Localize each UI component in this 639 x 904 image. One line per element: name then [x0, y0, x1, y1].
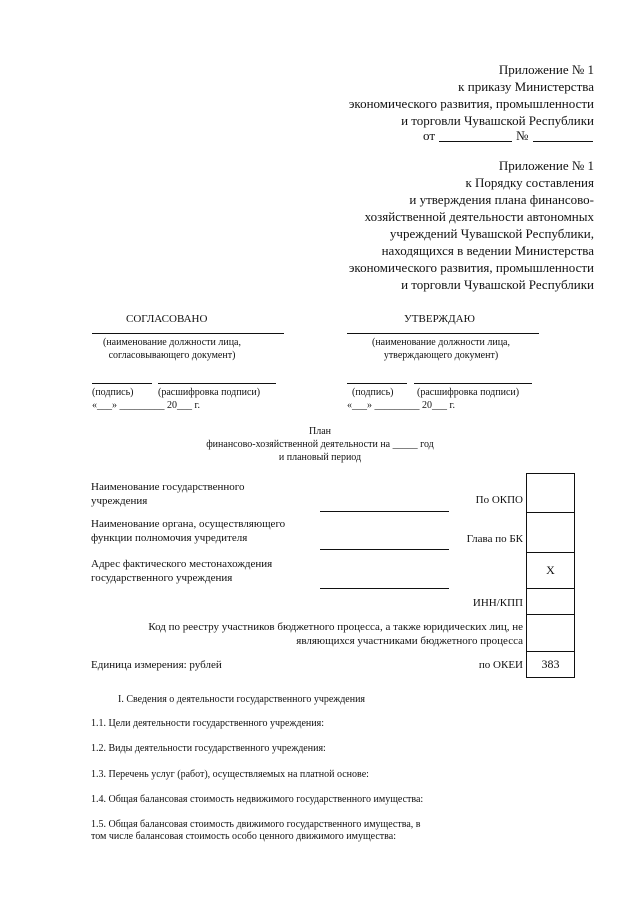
- approval-right-date: «___» _________ 20___ г.: [347, 400, 455, 411]
- approval-right-decoding: (расшифровка подписи): [417, 387, 520, 398]
- x-mark: Х: [546, 563, 555, 577]
- date-line: [439, 141, 512, 142]
- registry-label-2: являющихся участниками бюджетного процесса: [296, 635, 523, 647]
- section1-item-2: 1.2. Виды деятельности государственного учреждения:: [91, 743, 326, 754]
- appendix1-line3: экономического развития, промышленности: [348, 96, 594, 111]
- okei-code-box: [526, 651, 575, 678]
- approval-right-hint1: (наименование должности лица,: [371, 337, 510, 348]
- okpo-label: По ОКПО: [475, 494, 523, 506]
- okei-value: 383: [541, 657, 560, 671]
- section1-item-1: 1.1. Цели деятельности государственного учреждения:: [91, 718, 325, 729]
- appendix1-line1: Приложение № 1: [498, 62, 594, 77]
- address-label-1: Адрес фактического местонахождения: [91, 558, 273, 570]
- organ-label-2: функции полномочия учредителя: [91, 532, 248, 544]
- appendix1-line2: к приказу Министерства: [458, 79, 594, 94]
- appendix2-line8: и торговли Чувашской Республики: [401, 277, 594, 292]
- okei-label: по ОКЕИ: [478, 659, 523, 671]
- section1-item-5-line2: том числе балансовая стоимость особо ценного движимого имущества:: [91, 831, 396, 842]
- section1-item-5-line1: 1.5. Общая балансовая стоимость движимого государственного имущества, в: [91, 819, 421, 830]
- appendix1-line4: и торговли Чувашской Республики: [401, 113, 594, 128]
- bk-label: Глава по БК: [466, 533, 523, 545]
- approval-right-hint2: утверждающего документ): [383, 350, 499, 361]
- approval-left-date: «___» _________ 20___ г.: [92, 400, 200, 411]
- approval-right-sign-line: [347, 383, 407, 384]
- plan-title-line3: и плановый период: [278, 452, 362, 463]
- appendix2-line1: Приложение № 1: [498, 158, 594, 173]
- approval-left-position-line: [92, 333, 284, 334]
- organ-line: [320, 549, 449, 550]
- approval-left-decoding: (расшифровка подписи): [158, 387, 261, 398]
- registry-label-1: Код по реестру участников бюджетного процесса, а также юридических лиц, не: [148, 621, 523, 633]
- appendix2-line4: хозяйственной деятельности автономных: [364, 209, 594, 224]
- address-line: [320, 588, 449, 589]
- inn-code-box[interactable]: [526, 588, 575, 615]
- bk-code-box[interactable]: [526, 512, 575, 553]
- appendix1-date-prefix: от: [423, 128, 436, 143]
- approval-right-position-line: [347, 333, 539, 334]
- appendix2-line6: находящихся в ведении Министерства: [381, 243, 594, 258]
- approval-left-hint1: (наименование должности лица,: [102, 337, 241, 348]
- appendix1-number-sign: №: [516, 128, 529, 143]
- section1-item-4: 1.4. Общая балансовая стоимость недвижимого государственного имущества:: [91, 794, 424, 805]
- appendix2-line3: и утверждения плана финансово-: [409, 192, 594, 207]
- okpo-code-box[interactable]: [526, 473, 575, 513]
- approval-right-decoding-line: [414, 383, 532, 384]
- institution-name-label-1: Наименование государственного: [91, 481, 245, 493]
- address-label-2: государственного учреждения: [91, 572, 233, 584]
- number-line: [533, 141, 593, 142]
- approval-left-title: СОГЛАСОВАНО: [126, 313, 208, 325]
- approval-left-sign-line: [92, 383, 152, 384]
- approval-left-decoding-line: [158, 383, 276, 384]
- plan-title-line2: финансово-хозяйственной деятельности на _____ год: [206, 439, 434, 450]
- unit-label: Единица измерения: рублей: [91, 659, 222, 671]
- inn-label: ИНН/КПП: [472, 597, 523, 609]
- approval-left-hint2: согласовывающего документ): [108, 350, 236, 361]
- section1-title: I. Сведения о деятельности государственного учреждения: [118, 694, 366, 705]
- section1-item-3: 1.3. Перечень услуг (работ), осуществляемых на платной основе:: [91, 769, 369, 780]
- registry-code-box[interactable]: [526, 614, 575, 652]
- address-code-box: [526, 552, 575, 589]
- appendix2-line7: экономического развития, промышленности: [348, 260, 594, 275]
- approval-right-signature: (подпись): [352, 387, 394, 398]
- institution-name-line: [320, 511, 449, 512]
- appendix2-line5: учреждений Чувашской Республики,: [389, 226, 594, 241]
- institution-name-label-2: учреждения: [91, 495, 148, 507]
- approval-left-signature: (подпись): [92, 387, 134, 398]
- appendix2-line2: к Порядку составления: [465, 175, 594, 190]
- approval-right-title: УТВЕРЖДАЮ: [404, 313, 475, 325]
- organ-label-1: Наименование органа, осуществляющего: [91, 518, 286, 530]
- plan-title-line1: План: [308, 426, 331, 437]
